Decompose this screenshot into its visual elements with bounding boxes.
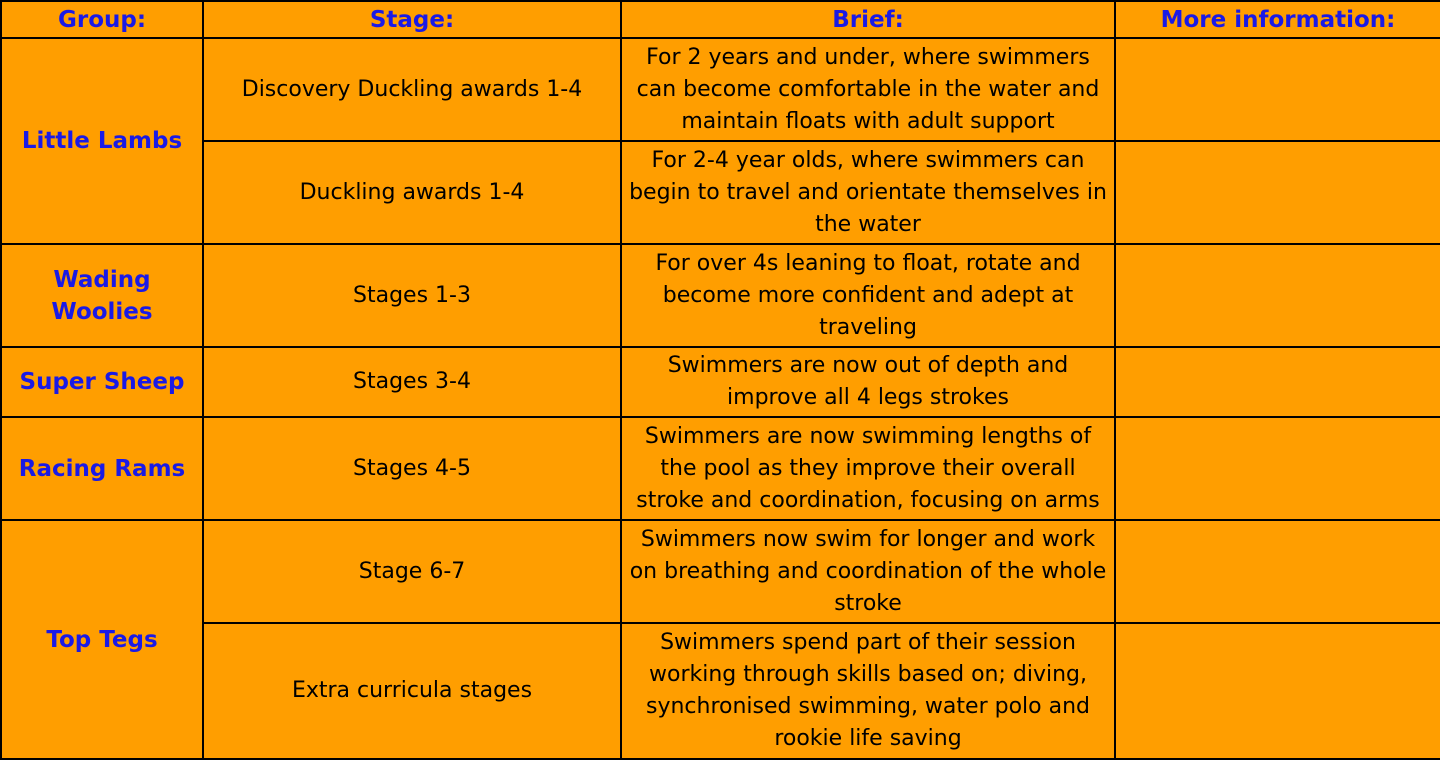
group-top-tegs: Top Tegs: [1, 520, 203, 759]
group-racing-rams: Racing Rams: [1, 417, 203, 520]
brief-cell: For over 4s leaning to float, rotate and become more confident and adept at traveling: [621, 244, 1115, 347]
stage-cell: Stages 3-4: [203, 347, 621, 417]
group-wading-woolies: Wading Woolies: [1, 244, 203, 347]
more-info-cell: [1115, 244, 1440, 347]
table-header-row: [1, 1, 1440, 38]
group-little-lambs: Little Lambs: [1, 38, 203, 244]
brief-cell: For 2-4 year olds, where swimmers can begin to travel and orientate themselves in the water: [621, 141, 1115, 244]
brief-cell: For 2 years and under, where swimmers can become comfortable in the water and maintain floats with adult support: [621, 38, 1115, 141]
more-info-cell: [1115, 520, 1440, 623]
table-row: [1, 141, 1440, 244]
brief-cell: Swimmers spend part of their session working through skills based on; diving, synchronised swimming, water polo and rookie life saving: [621, 623, 1115, 759]
header-brief: Brief:: [621, 1, 1115, 38]
more-info-cell: [1115, 141, 1440, 244]
table-row: [1, 347, 1440, 417]
stage-cell: Stage 6-7: [203, 520, 621, 623]
more-info-cell: [1115, 623, 1440, 759]
more-info-cell: [1115, 347, 1440, 417]
stage-cell: Duckling awards 1-4: [203, 141, 621, 244]
table-row: [1, 623, 1440, 759]
brief-cell: Swimmers are now out of depth and improve all 4 legs strokes: [621, 347, 1115, 417]
header-more-information: More information:: [1115, 1, 1440, 38]
brief-cell: Swimmers now swim for longer and work on breathing and coordination of the whole stroke: [621, 520, 1115, 623]
group-super-sheep: Super Sheep: [1, 347, 203, 417]
table-row: [1, 38, 1440, 141]
stage-cell: Discovery Duckling awards 1-4: [203, 38, 621, 141]
table-row: [1, 520, 1440, 623]
stage-cell: Extra curricula stages: [203, 623, 621, 759]
more-info-cell: [1115, 38, 1440, 141]
table-row: [1, 417, 1440, 520]
more-info-cell: [1115, 417, 1440, 520]
header-stage: Stage:: [203, 1, 621, 38]
table-row: [1, 244, 1440, 347]
header-group: Group:: [1, 1, 203, 38]
stage-cell: Stages 1-3: [203, 244, 621, 347]
brief-cell: Swimmers are now swimming lengths of the pool as they improve their overall stroke and coordination, focusing on arms: [621, 417, 1115, 520]
stage-cell: Stages 4-5: [203, 417, 621, 520]
